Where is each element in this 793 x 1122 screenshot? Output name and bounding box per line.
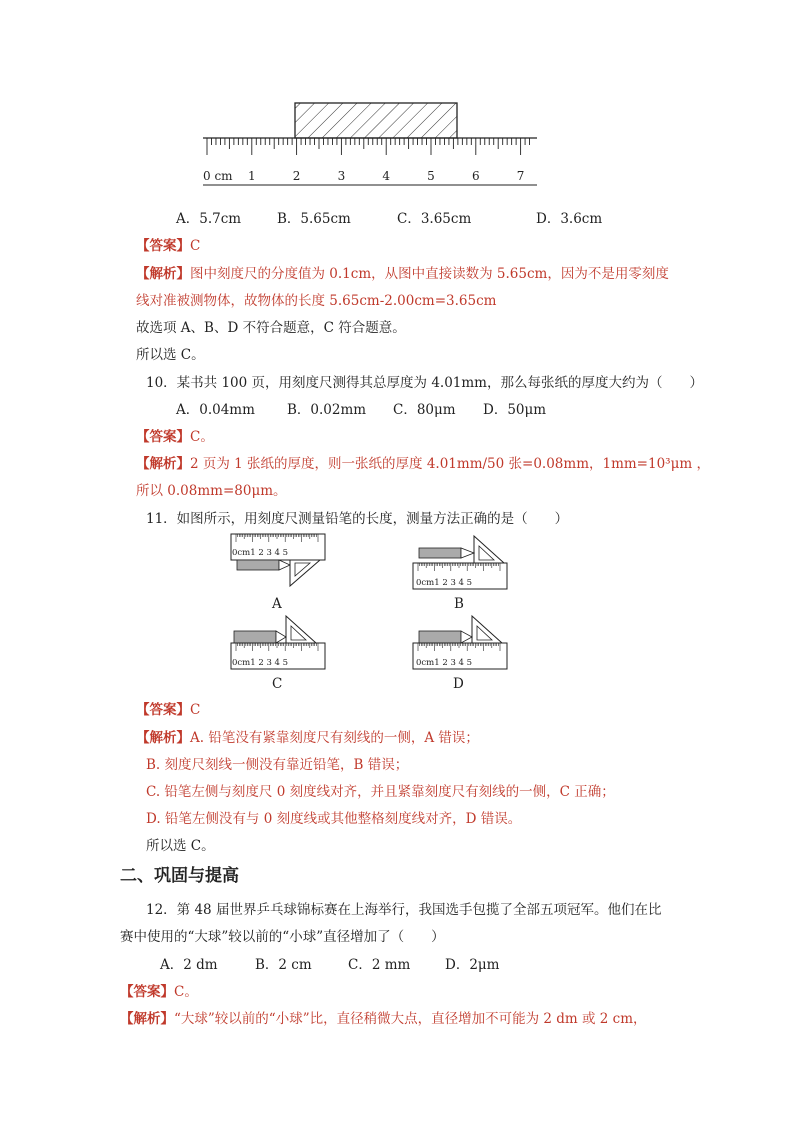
ruler-number: 4: [382, 169, 391, 183]
q9-answer: C: [190, 238, 201, 254]
figure-label-c: C: [272, 676, 283, 692]
section-title: 二、巩固与提高: [120, 866, 239, 886]
pencil: [419, 548, 461, 558]
ruler-number: 6: [471, 169, 480, 183]
figure-b: [410, 532, 510, 594]
ruler-scale-label: 0cm1 2 3 4 5: [232, 658, 289, 668]
q9-option-c: C．3.65cm: [397, 211, 472, 227]
q11-analysis-line: C. 铅笔左侧与刻度尺 0 刻度线对齐，并且紧靠刻度尺有刻线的一侧，C 正确；: [146, 784, 615, 800]
set-square: [290, 560, 320, 586]
pencil: [234, 631, 276, 643]
q9-final: 所以选 C。: [136, 347, 205, 363]
q11-answer-tag: 【答案】: [136, 702, 190, 718]
q9-option-b: B．5.65cm: [277, 211, 351, 227]
q9-answer-tag: 【答案】: [136, 238, 190, 254]
ruler-figure: [195, 95, 545, 190]
q12-stem: 12．第 48 届世界乒乓球锦标赛在上海举行，我国选手包揽了全部五项冠军。他们在比: [146, 902, 662, 918]
ruler-scale-label: 0cm1 2 3 4 5: [416, 578, 473, 588]
figure-c: [228, 612, 328, 674]
q11-analysis-line: A. 铅笔没有紧靠刻度尺有刻线的一侧，A 错误；: [190, 730, 479, 746]
set-square: [472, 616, 502, 643]
q10-analysis-line: 2 页为 1 张纸的厚度，则一张纸的厚度 4.01mm/50 张=0.08mm，1mm=10³μm ，: [190, 456, 710, 472]
q11-final: 所以选 C。: [146, 838, 215, 854]
figure-d: [410, 612, 510, 674]
ruler-scale-label: 0cm1 2 3 4 5: [416, 658, 473, 668]
q12-option-d: D．2μm: [445, 957, 500, 973]
q12-stem: 赛中使用的“大球”较以前的“小球”直径增加了（ ）: [120, 929, 445, 945]
figure-label-a: A: [272, 596, 282, 612]
figure-a: [228, 532, 328, 594]
q10-analysis-line: 所以 0.08mm=80μm。: [136, 483, 287, 499]
q11-answer: C: [190, 702, 201, 718]
q10-option-c: C．80μm: [393, 402, 456, 418]
q11-analysis-line: B. 刻度尺刻线一侧没有靠近铅笔，B 错误；: [146, 757, 409, 773]
q12-analysis-line: “大球”较以前的“小球”比，直径稍微大点，直径增加不可能为 2 dm 或 2 cm，: [174, 1011, 647, 1027]
q11-stem: 11．如图所示，用刻度尺测量铅笔的长度，测量方法正确的是（ ）: [146, 511, 569, 527]
set-square: [286, 616, 316, 643]
q9-analysis-line: 线对准被测物体，故物体的长度 5.65cm-2.00cm=3.65cm: [136, 293, 497, 309]
set-square: [474, 536, 504, 563]
q10-analysis-tag: 【解析】: [136, 456, 190, 472]
q10-stem: 10．某书共 100 页，用刻度尺测得其总厚度为 4.01mm，那么每张纸的厚度大约为（ ）: [146, 375, 703, 391]
q9-analysis-tag: 【解析】: [136, 266, 190, 282]
q9-analysis-line: 图中刻度尺的分度值为 0.1cm，从图中直接读数为 5.65cm，因为不是用零刻度: [190, 266, 669, 282]
q10-answer-tag: 【答案】: [136, 429, 190, 445]
q9-conclusion: 故选项 A、B、D 不符合题意，C 符合题意。: [136, 320, 406, 336]
figure-label-b: B: [454, 596, 464, 612]
pencil: [237, 560, 279, 570]
q12-option-c: C．2 mm: [348, 957, 411, 973]
q12-option-b: B．2 cm: [255, 957, 312, 973]
figure-label-d: D: [453, 676, 464, 692]
q10-option-b: B．0.02mm: [287, 402, 367, 418]
q9-option-a: A．5.7cm: [176, 211, 242, 227]
measured-object: [295, 103, 457, 138]
q12-analysis-tag: 【解析】: [120, 1011, 174, 1027]
ruler-number: 1: [247, 169, 256, 183]
q10-answer: C。: [190, 429, 214, 445]
ruler-scale-label: 0cm1 2 3 4 5: [232, 548, 289, 558]
q10-option-d: D．50μm: [483, 402, 547, 418]
q12-option-a: A．2 dm: [160, 957, 218, 973]
pencil: [419, 631, 461, 643]
ruler-number: 7: [516, 169, 525, 183]
ruler-number: 5: [427, 169, 435, 183]
q11-analysis-line: D. 铅笔左侧没有与 0 刻度线或其他整格刻度线对齐，D 错误。: [146, 811, 522, 827]
ruler-number: 2: [292, 169, 301, 183]
ruler-number: 0 cm: [203, 169, 233, 183]
ruler-number: 3: [337, 169, 346, 183]
q12-answer: C。: [174, 984, 198, 1000]
q9-option-d: D．3.6cm: [536, 211, 603, 227]
q12-answer-tag: 【答案】: [120, 984, 174, 1000]
q11-analysis-tag: 【解析】: [136, 730, 190, 746]
q10-option-a: A．0.04mm: [176, 402, 255, 418]
